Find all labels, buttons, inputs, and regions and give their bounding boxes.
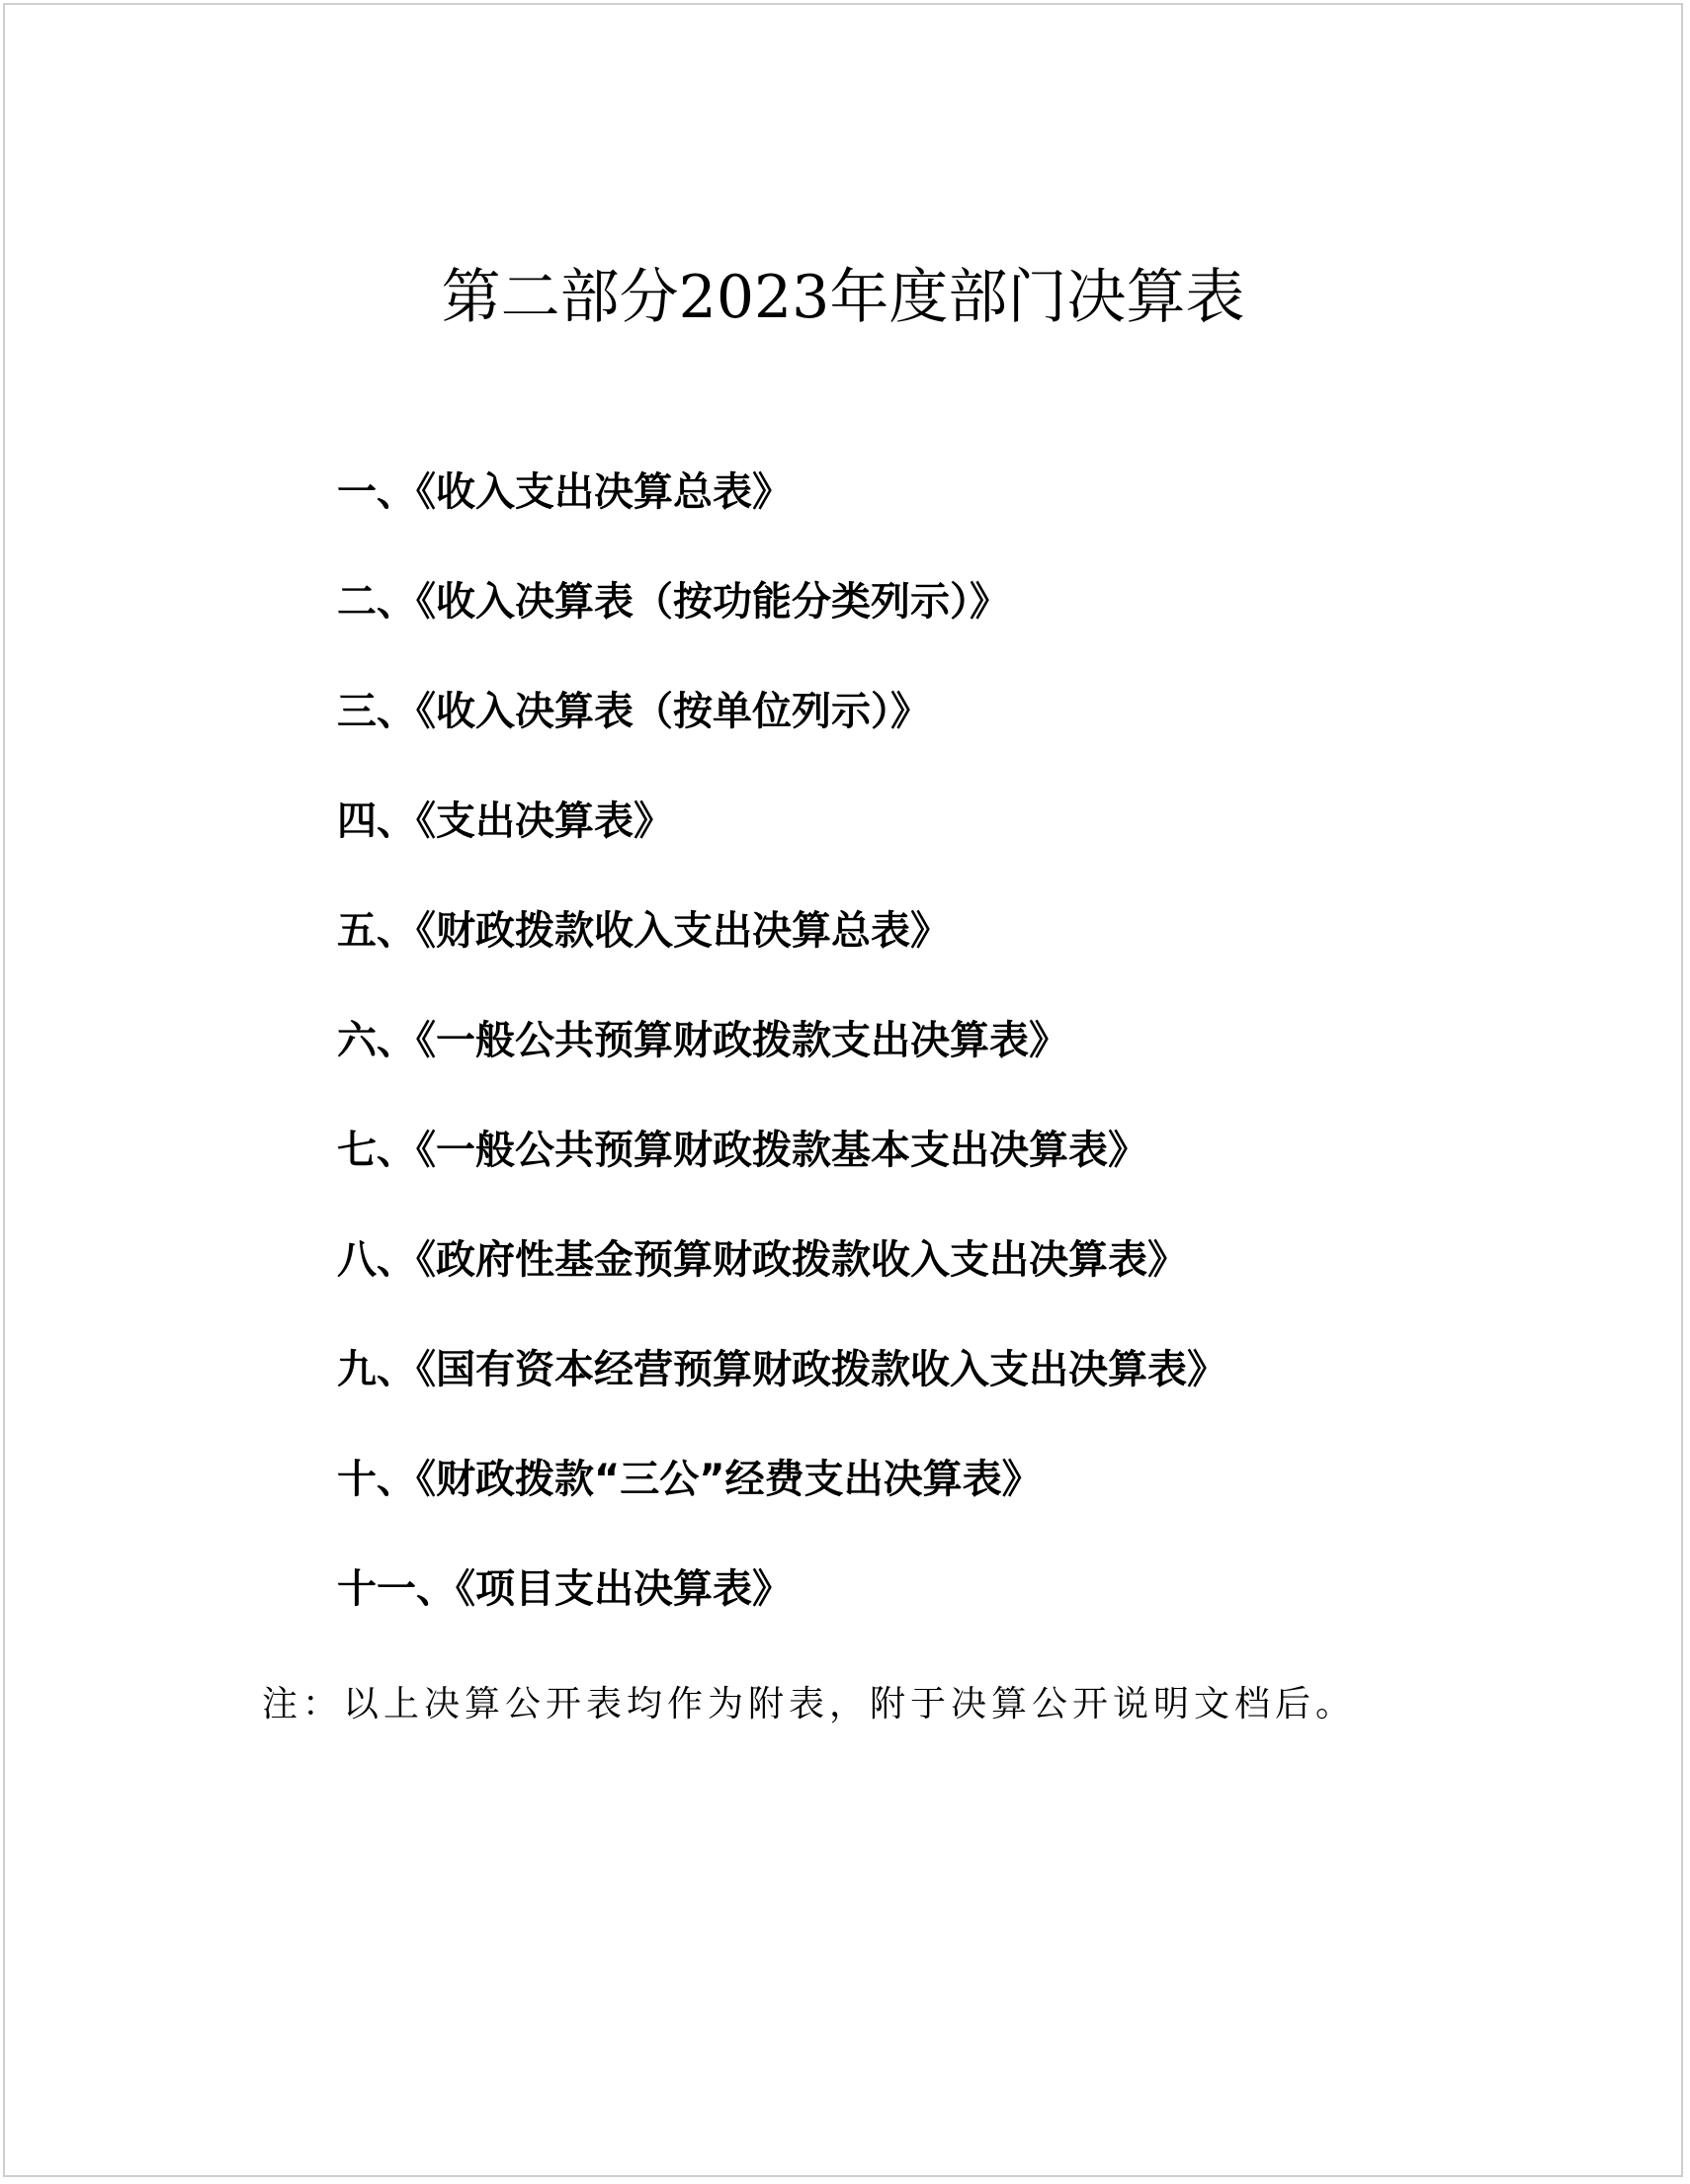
list-item: 八、《政府性基金预算财政拨款收入支出决算表》: [337, 1237, 1187, 1283]
page-title: 第二部分2023年度部门决算表: [441, 263, 1245, 332]
list-item: 六、《一般公共预算财政拨款支出决算表》: [337, 1018, 1068, 1063]
list-item: 十、《财政拨款“三公”经费支出决算表》: [337, 1457, 1042, 1502]
list-item: 十一、《项目支出决算表》: [337, 1566, 792, 1612]
document-page: [3, 3, 1683, 2177]
table-list: [337, 462, 1226, 1669]
list-item: 二、《收入决算表（按功能分类列示）》: [337, 579, 1009, 625]
list-item: 一、《收入支出决算总表》: [337, 469, 792, 515]
list-item: 四、《支出决算表》: [337, 798, 673, 844]
list-item: 三、《收入决算表（按单位列示）》: [337, 689, 930, 734]
list-item: 五、《财政拨款收入支出决算总表》: [337, 908, 950, 954]
list-item: 九、《国有资本经营预算财政拨款收入支出决算表》: [337, 1347, 1226, 1392]
footnote: 注：以上决算公开表均作为附表，附于决算公开说明文档后。: [262, 1684, 1357, 1724]
list-item: 七、《一般公共预算财政拨款基本支出决算表》: [337, 1128, 1147, 1173]
